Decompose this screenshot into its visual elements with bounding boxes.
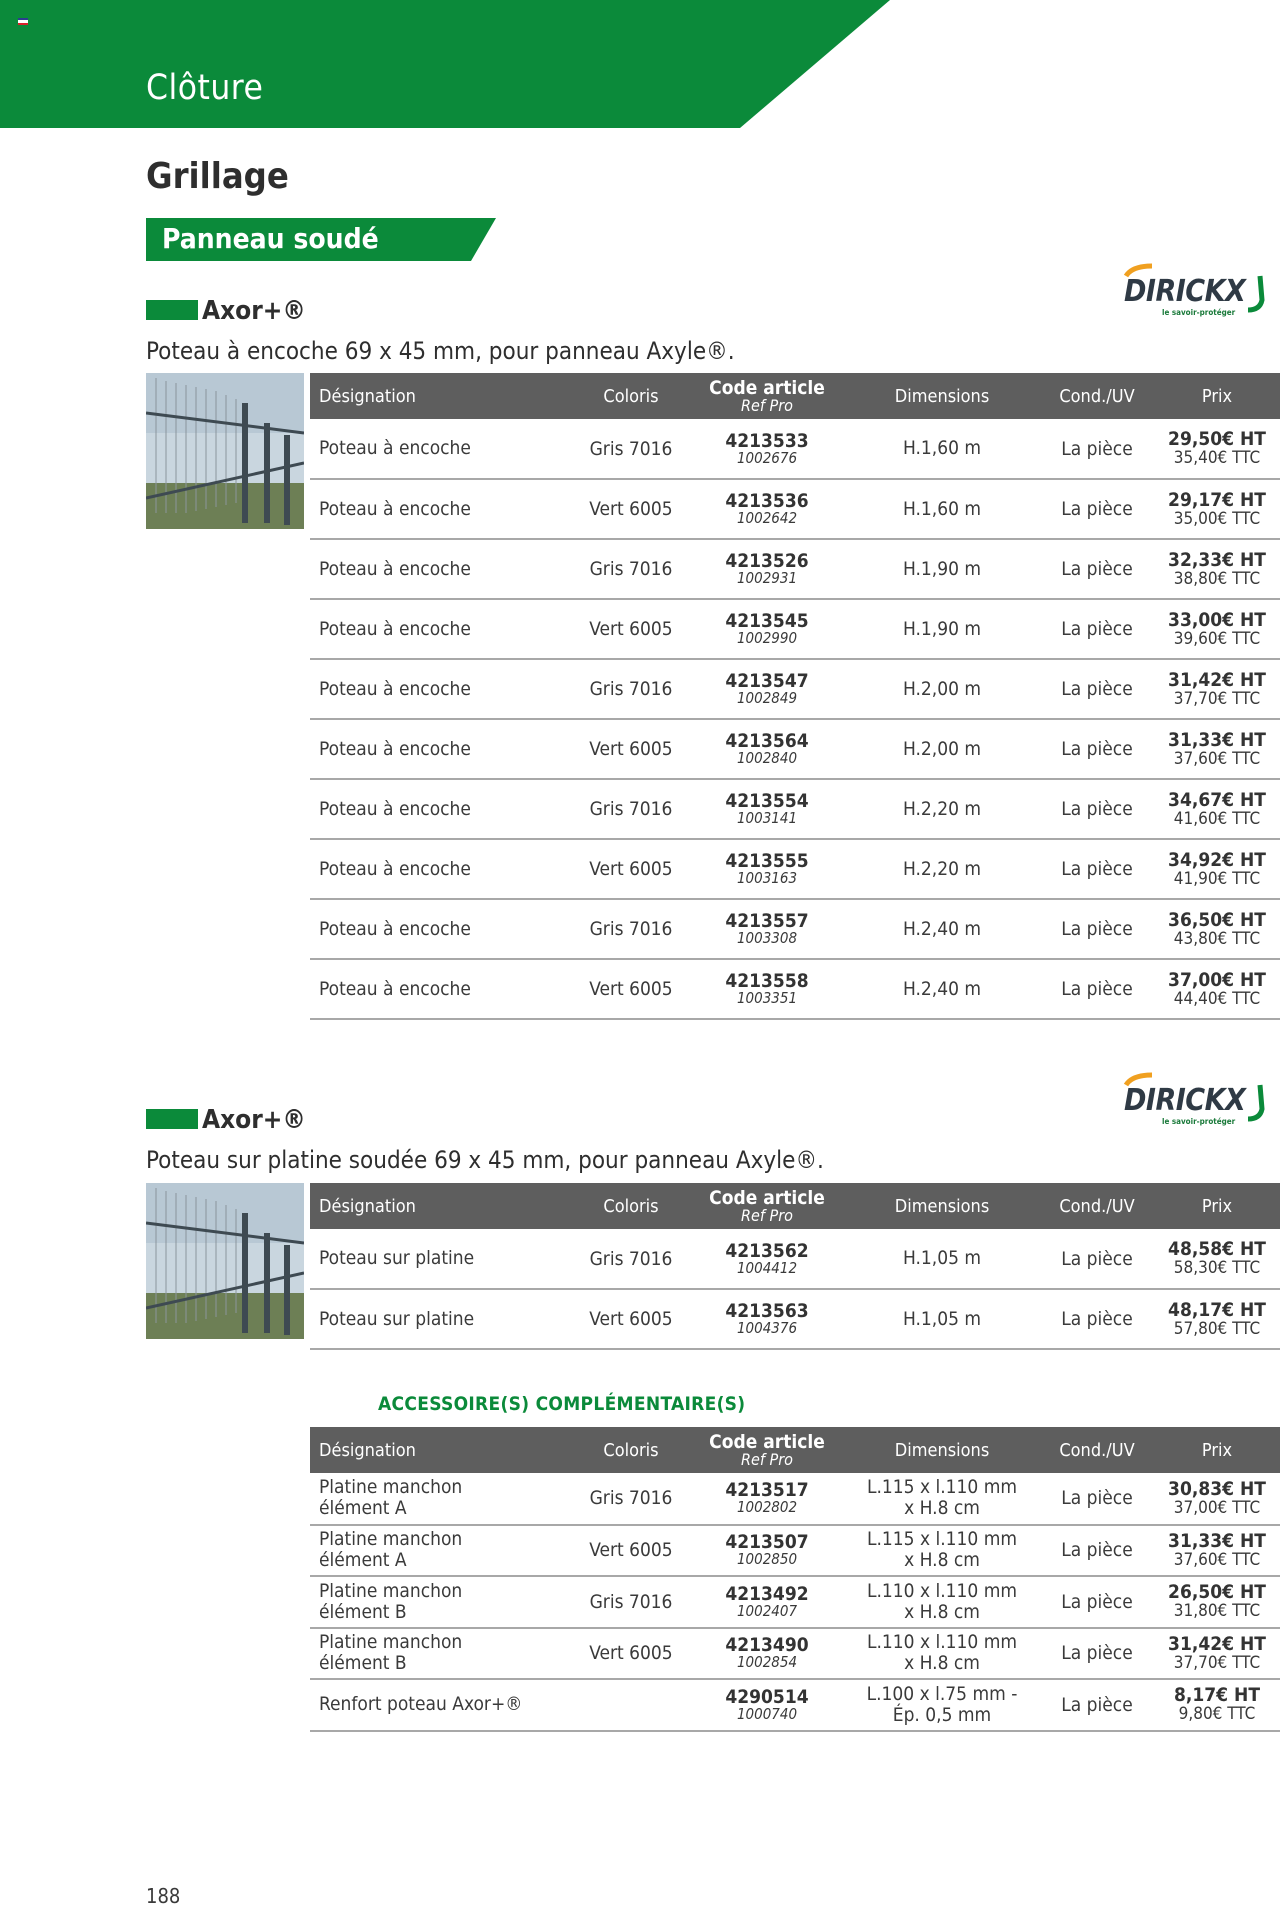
cell-code: 4213547 1002849 [691,659,843,719]
cell-cond: La pièce [1041,959,1153,1019]
designation-line: Platine manchon [319,1528,463,1551]
cell-coloris: Gris 7016 [571,659,691,719]
col-prix: Prix [1153,373,1280,419]
col-cond: Cond./UV [1041,373,1153,419]
green-marker [146,1109,198,1129]
product-line-title: Axor+® [146,296,306,326]
cell-dimensions: H.1,05 m [843,1229,1041,1289]
page-number: 188 [146,1884,181,1908]
cell-prix: 34,67€ HT 41,60€ TTC [1153,779,1280,839]
subsection-title: Panneau soudé [162,222,379,255]
table-header [310,1427,1280,1473]
product-line-title: Axor+® [146,1105,306,1135]
cell-code: 4213517 1002802 [691,1473,843,1525]
cell-code: 4213564 1002840 [691,719,843,779]
cell-coloris: Gris 7016 [571,1473,691,1525]
flag-icon [18,18,28,25]
col-cond: Cond./UV [1041,1427,1153,1473]
table-header [310,373,1280,419]
cell-cond: La pièce [1041,419,1153,479]
cell-code: 4213526 1002931 [691,539,843,599]
cell-code: 4213558 1003351 [691,959,843,1019]
cell-cond: La pièce [1041,599,1153,659]
table-row [310,1229,1280,1289]
cell-prix: 29,17€ HT 35,00€ TTC [1153,479,1280,539]
cell-designation: Poteau à encoche [310,839,571,899]
cell-code: 4213536 1002642 [691,479,843,539]
cell-coloris: Vert 6005 [571,839,691,899]
cell-prix: 36,50€ HT 43,80€ TTC [1153,899,1280,959]
brand-logo [1112,1071,1272,1133]
col-coloris: Coloris [571,1183,691,1229]
cell-cond: La pièce [1041,779,1153,839]
cell-coloris: Gris 7016 [571,1576,691,1628]
cell-cond: La pièce [1041,539,1153,599]
col-prix: Prix [1153,1427,1280,1473]
cell-dimensions: L.115 x l.110 mm x H.8 cm [843,1525,1041,1577]
cell-prix: 31,42€ HT 37,70€ TTC [1153,1628,1280,1680]
cell-prix: 37,00€ HT 44,40€ TTC [1153,959,1280,1019]
cell-coloris: Gris 7016 [571,779,691,839]
col-cond: Cond./UV [1041,1183,1153,1229]
table-row [310,839,1280,899]
col-dimensions: Dimensions [843,373,1041,419]
cell-cond: La pièce [1041,1229,1153,1289]
cell-dimensions: H.1,60 m [843,419,1041,479]
cell-designation: Poteau à encoche [310,419,571,479]
green-marker [146,300,198,320]
cell-prix: 30,83€ HT 37,00€ TTC [1153,1473,1280,1525]
cell-prix: 33,00€ HT 39,60€ TTC [1153,599,1280,659]
cell-code: 4213492 1002407 [691,1576,843,1628]
cell-designation [310,1576,571,1628]
cell-prix: 29,50€ HT 35,40€ TTC [1153,419,1280,479]
cell-designation: Poteau à encoche [310,599,571,659]
cell-prix: 31,33€ HT 37,60€ TTC [1153,719,1280,779]
designation-line: Platine manchon [319,1579,463,1602]
cell-designation: Poteau à encoche [310,659,571,719]
product-photo [146,1183,304,1339]
cell-prix: 8,17€ HT 9,80€ TTC [1153,1679,1280,1731]
cell-dimensions: H.1,60 m [843,479,1041,539]
cell-cond: La pièce [1041,1679,1153,1731]
table-row [310,779,1280,839]
cell-cond: La pièce [1041,1628,1153,1680]
cell-cond: La pièce [1041,839,1153,899]
table-row [310,479,1280,539]
col-dimensions: Dimensions [843,1183,1041,1229]
cell-prix: 26,50€ HT 31,80€ TTC [1153,1576,1280,1628]
brand-wordmark: DIRICKX [1124,274,1246,309]
table-row [310,1576,1280,1628]
product-description: Poteau à encoche 69 x 45 mm, pour panneau Axyle®. [146,337,735,365]
table-row [310,959,1280,1019]
cell-dimensions: H.2,40 m [843,899,1041,959]
designation-line: Platine manchon [319,1476,463,1499]
cell-coloris: Vert 6005 [571,1525,691,1577]
header-banner [0,0,1280,128]
designation-line: Platine manchon [319,1631,463,1654]
cell-cond: La pièce [1041,1473,1153,1525]
col-designation: Désignation [310,1427,571,1473]
cell-coloris: Vert 6005 [571,959,691,1019]
cell-cond: La pièce [1041,1525,1153,1577]
cell-code: 4213490 1002854 [691,1628,843,1680]
cell-dimensions: H.2,20 m [843,779,1041,839]
accessories-table [310,1427,1280,1732]
cell-coloris: Vert 6005 [571,479,691,539]
cell-code: 4213562 1004412 [691,1229,843,1289]
col-code: Code article Ref Pro [691,1183,843,1229]
cell-designation: Poteau à encoche [310,959,571,1019]
cell-coloris: Vert 6005 [571,1628,691,1680]
brand-logo [1112,262,1272,324]
table-row [310,1628,1280,1680]
table-row [310,419,1280,479]
cell-cond: La pièce [1041,479,1153,539]
cell-coloris: Gris 7016 [571,1229,691,1289]
col-coloris: Coloris [571,1427,691,1473]
cell-designation: Poteau à encoche [310,779,571,839]
accessories-title: ACCESSOIRE(S) COMPLÉMENTAIRE(S) [378,1393,746,1415]
cell-code: 4213557 1003308 [691,899,843,959]
cell-cond: La pièce [1041,899,1153,959]
cell-cond: La pièce [1041,1576,1153,1628]
cell-coloris: Vert 6005 [571,1289,691,1349]
section-title: Grillage [146,156,289,197]
col-code: Code article Ref Pro [691,373,843,419]
cell-prix: 48,58€ HT 58,30€ TTC [1153,1229,1280,1289]
cell-dimensions: H.1,90 m [843,539,1041,599]
cell-cond: La pièce [1041,719,1153,779]
designation-line: Renfort poteau Axor+® [319,1693,523,1716]
cell-code: 4213507 1002850 [691,1525,843,1577]
cell-code: 4213545 1002990 [691,599,843,659]
cell-dimensions: H.2,20 m [843,839,1041,899]
cell-designation: Poteau à encoche [310,479,571,539]
table-row [310,539,1280,599]
cell-dimensions: H.2,00 m [843,719,1041,779]
cell-cond: La pièce [1041,659,1153,719]
cell-designation: Poteau à encoche [310,719,571,779]
cell-prix: 48,17€ HT 57,80€ TTC [1153,1289,1280,1349]
col-prix: Prix [1153,1183,1280,1229]
cell-designation: Poteau à encoche [310,539,571,599]
cell-dimensions: H.2,40 m [843,959,1041,1019]
cell-designation: Poteau à encoche [310,899,571,959]
cell-prix: 31,42€ HT 37,70€ TTC [1153,659,1280,719]
cell-code: 4290514 1000740 [691,1679,843,1731]
cell-dimensions: H.2,00 m [843,659,1041,719]
col-dimensions: Dimensions [843,1427,1041,1473]
cell-dimensions: L.100 x l.75 mm - Ép. 0,5 mm [843,1679,1041,1731]
cell-designation: Poteau sur platine [310,1289,571,1349]
brand-tagline: le savoir-protéger [1162,308,1236,317]
cell-designation [310,1679,571,1731]
cell-designation [310,1525,571,1577]
cell-coloris [571,1679,691,1731]
col-designation: Désignation [310,373,571,419]
table-row [310,1473,1280,1525]
cell-dimensions: L.110 x l.110 mm x H.8 cm [843,1576,1041,1628]
category-title: Clôture [146,68,264,108]
product-description: Poteau sur platine soudée 69 x 45 mm, pour panneau Axyle®. [146,1146,824,1174]
cell-coloris: Vert 6005 [571,599,691,659]
cell-coloris: Gris 7016 [571,899,691,959]
cell-dimensions: H.1,05 m [843,1289,1041,1349]
cell-code: 4213554 1003141 [691,779,843,839]
table-row [310,899,1280,959]
product-table-1 [310,373,1280,1020]
cell-designation: Poteau sur platine [310,1229,571,1289]
table-row [310,599,1280,659]
table-header [310,1183,1280,1229]
product-table-2 [310,1183,1280,1350]
cell-code: 4213555 1003163 [691,839,843,899]
table-row [310,1525,1280,1577]
cell-designation [310,1628,571,1680]
designation-line: élément A [319,1549,407,1572]
designation-line: élément A [319,1497,407,1520]
cell-coloris: Gris 7016 [571,539,691,599]
table-row [310,659,1280,719]
table-row [310,1289,1280,1349]
designation-line: élément B [319,1652,407,1675]
cell-prix: 31,33€ HT 37,60€ TTC [1153,1525,1280,1577]
designation-line: élément B [319,1600,407,1623]
cell-coloris: Vert 6005 [571,719,691,779]
col-code: Code article Ref Pro [691,1427,843,1473]
cell-dimensions: L.110 x l.110 mm x H.8 cm [843,1628,1041,1680]
table-row [310,719,1280,779]
cell-dimensions: L.115 x l.110 mm x H.8 cm [843,1473,1041,1525]
col-coloris: Coloris [571,373,691,419]
subsection-tag [146,218,496,261]
product-photo [146,373,304,529]
col-designation: Désignation [310,1183,571,1229]
brand-tagline: le savoir-protéger [1162,1117,1236,1126]
cell-coloris: Gris 7016 [571,419,691,479]
cell-designation [310,1473,571,1525]
cell-prix: 32,33€ HT 38,80€ TTC [1153,539,1280,599]
cell-prix: 34,92€ HT 41,90€ TTC [1153,839,1280,899]
brand-wordmark: DIRICKX [1124,1083,1246,1118]
cell-code: 4213563 1004376 [691,1289,843,1349]
table-row [310,1679,1280,1731]
cell-code: 4213533 1002676 [691,419,843,479]
cell-dimensions: H.1,90 m [843,599,1041,659]
cell-cond: La pièce [1041,1289,1153,1349]
